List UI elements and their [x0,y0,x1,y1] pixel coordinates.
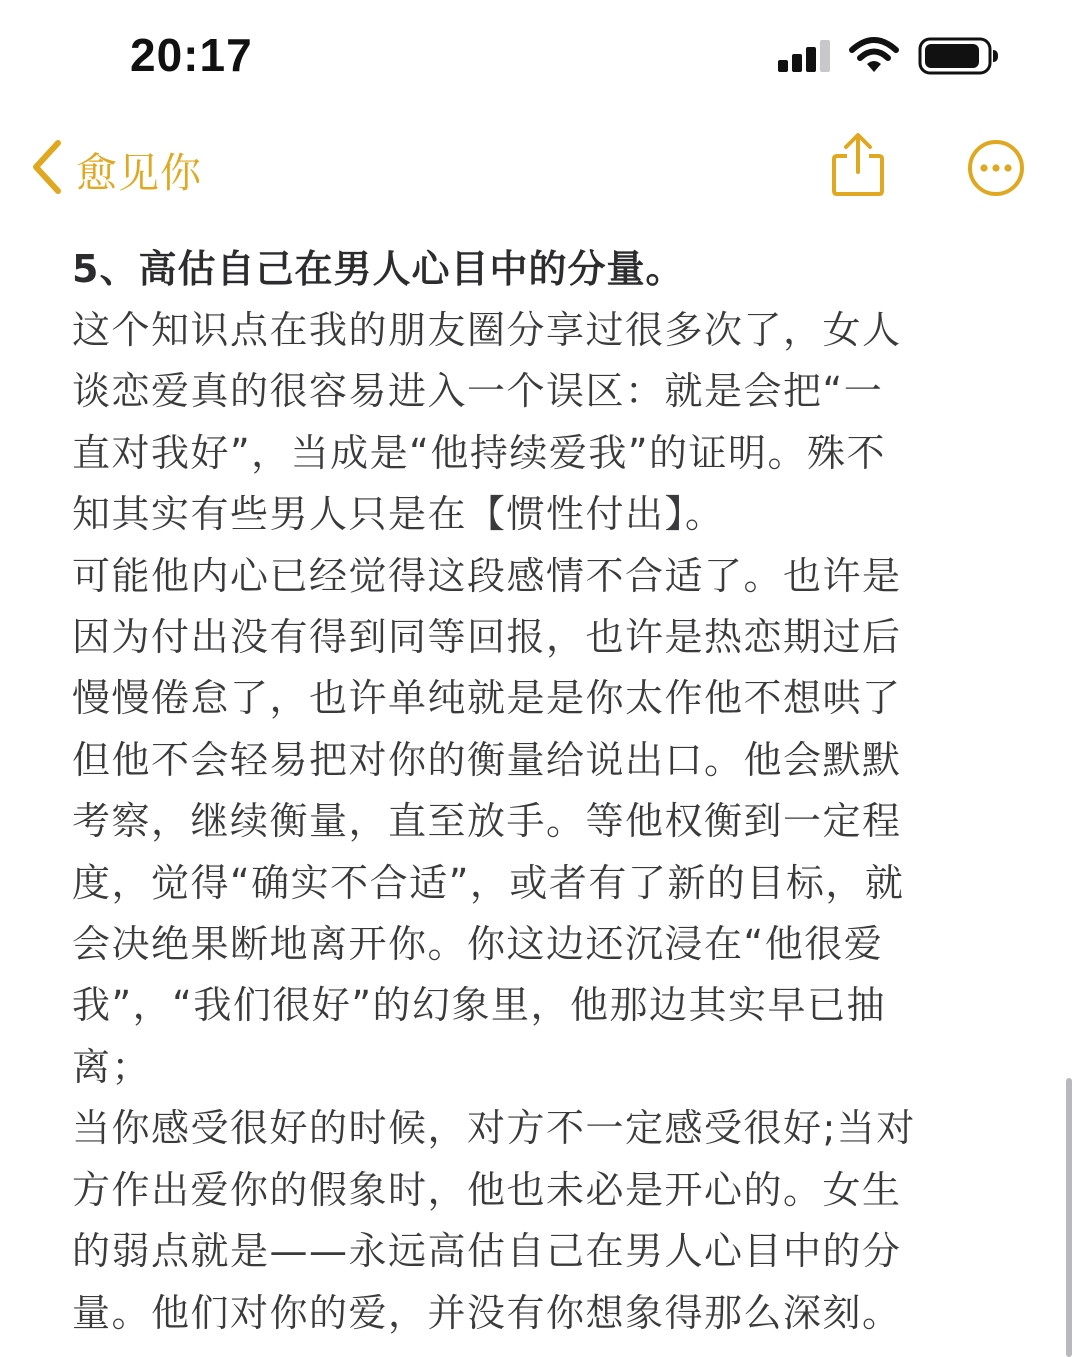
note-paragraph [72,546,1012,1099]
text-line: 这个知识点在我的朋友圈分享过很多次了，女人 [72,308,902,352]
note-body[interactable] [72,238,1012,1344]
scroll-indicator[interactable] [1066,1078,1072,1357]
note-heading: 5、高估自己在男人心目中的分量。 [72,247,685,291]
status-bar [0,0,1080,110]
text-line: 但他不会轻易把对你的衡量给说出口。他会默默 [72,737,902,782]
note-paragraph [72,300,1012,546]
more-button[interactable] [966,138,1026,202]
share-button[interactable] [830,132,886,202]
text-line: 当你感受很好的时候，对方不一定感受很好;当对 [72,1106,916,1151]
text-line: 慢慢倦怠了，也许单纯就是是你太作他不想哄了 [72,676,902,721]
cellular-signal-icon [778,38,834,78]
text-line: 直对我好”，当成是“他持续爱我”的证明。殊不 [72,430,887,475]
text-line: 知其实有些男人只是在【惯性付出】。 [72,492,725,537]
battery-icon [918,36,1000,80]
text-line: 考察，继续衡量，直至放手。等他权衡到一定程 [72,799,902,844]
text-line: 度，觉得“确实不合适”，或者有了新的目标，就 [72,860,905,905]
text-line: 可能他内心已经觉得这段感情不合适了。也许是 [72,553,902,598]
wifi-icon [848,36,900,78]
text-line: 量。他们对你的爱，并没有你想象得那么深刻。 [72,1290,902,1335]
status-time: 20:17 [130,29,253,81]
chevron-left-icon [30,139,64,199]
share-icon [830,183,886,202]
more-icon [966,183,1026,202]
text-line: 会决绝果断地离开你。你这边还沉浸在“他很爱 [72,922,884,967]
text-line: 方作出爱你的假象时，他也未必是开心的。女生 [72,1167,902,1212]
text-line: 离； [72,1044,152,1089]
back-button[interactable] [30,134,202,204]
text-line: 因为付出没有得到同等回报，也许是热恋期过后 [72,615,902,660]
text-line: 谈恋爱真的很容易进入一个误区：就是会把“一 [72,369,884,414]
back-label: 愈见你 [76,148,202,197]
text-line: 的弱点就是——永远高估自己在男人心目中的分 [72,1229,902,1274]
note-paragraph [72,1098,1012,1344]
text-line: 我”，“我们很好”的幻象里，他那边其实早已抽 [72,983,887,1028]
nav-bar [0,120,1080,220]
